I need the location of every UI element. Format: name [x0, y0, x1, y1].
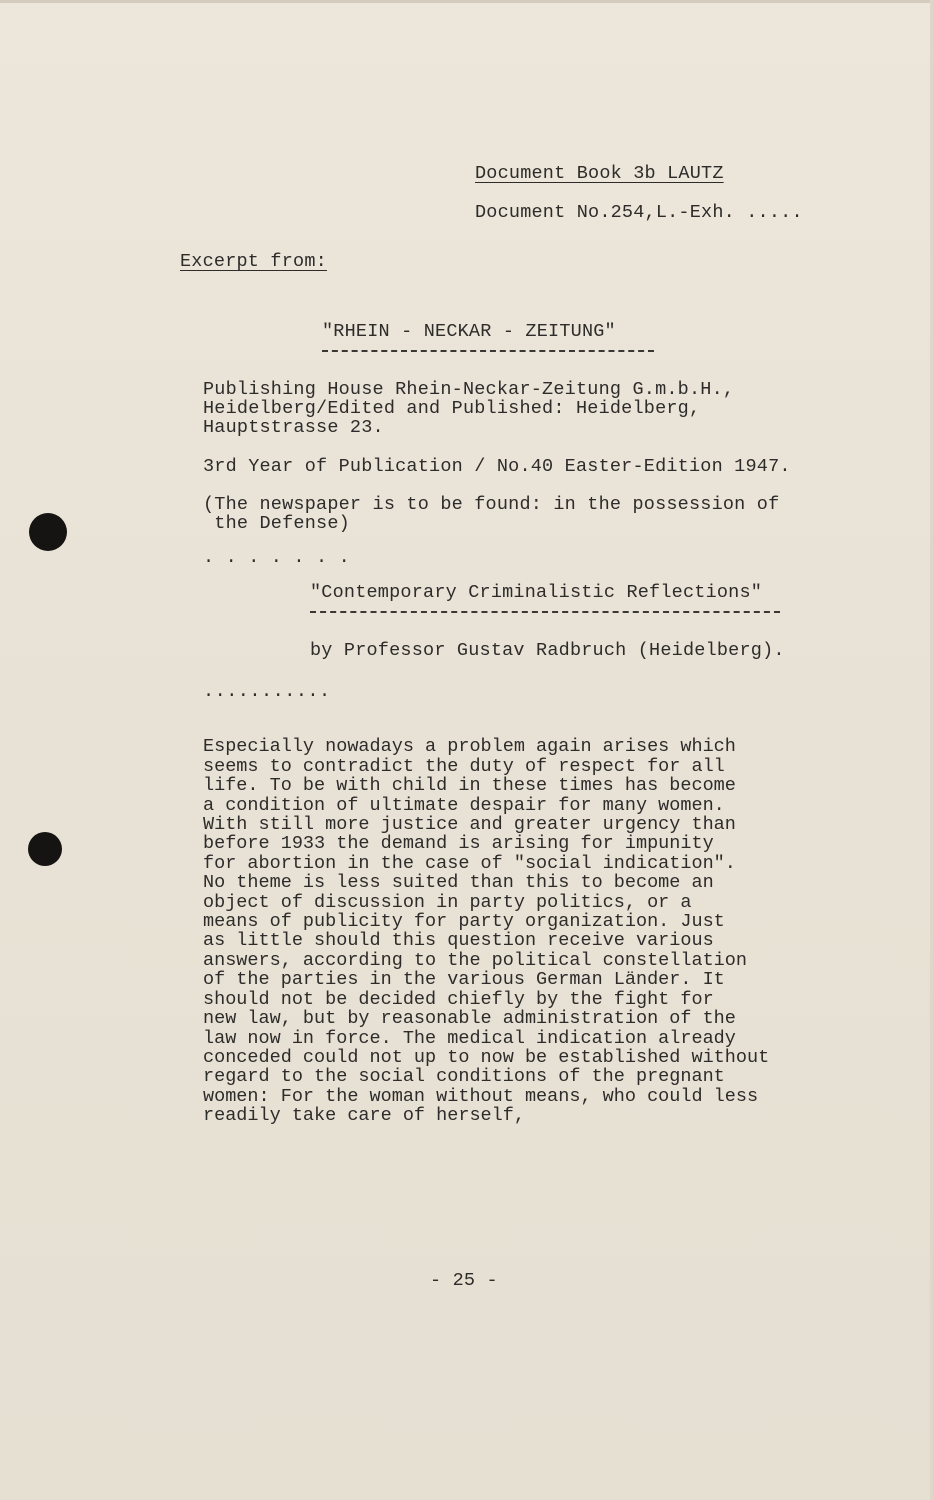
article-author: by Professor Gustav Radbruch (Heidelberg). [310, 640, 785, 661]
possession-line-2: the Defense) [203, 513, 350, 534]
article-title: "Contemporary Criminalistic Reflections" [310, 582, 763, 603]
article-body [203, 718, 769, 1164]
newspaper-title-rule [322, 350, 654, 352]
edition-line: 3rd Year of Publication / No.40 Easter-Edition 1947. [203, 456, 791, 477]
possession-line-1: (The newspaper is to be found: in the possession of [203, 494, 780, 515]
body-line: law now in force. The medical indication already [203, 1027, 736, 1049]
publisher-line-3: Hauptstrasse 23. [203, 417, 384, 438]
body-line: seems to contradict the duty of respect for all [203, 755, 725, 777]
separator-dots-1: . . . . . . . [203, 547, 350, 568]
paper-top-edge [0, 0, 933, 3]
excerpt-label: Excerpt from: [180, 251, 327, 272]
publisher-line-1: Publishing House Rhein-Neckar-Zeitung G.m.b.H., [203, 379, 735, 400]
punch-hole-top [29, 513, 67, 551]
article-title-rule [310, 611, 780, 613]
body-line: With still more justice and greater urgency than [203, 814, 736, 836]
body-line: readily take care of herself, [203, 1105, 525, 1127]
body-line: women: For the woman without means, who could less [203, 1085, 759, 1107]
page-number: - 25 - [430, 1270, 498, 1291]
body-line: new law, but by reasonable administration of the [203, 1008, 736, 1030]
body-line: regard to the social conditions of the pregnant [203, 1066, 725, 1088]
body-line: should not be decided chiefly by the fight for [203, 988, 714, 1010]
document-number: Document No.254,L.-Exh. ..... [475, 202, 803, 223]
body-line: Especially nowadays a problem again arises which [203, 736, 736, 758]
body-line: means of publicity for party organization. Just [203, 911, 725, 933]
body-line: object of discussion in party politics, or a [203, 891, 692, 913]
publisher-line-2: Heidelberg/Edited and Published: Heidelberg, [203, 398, 701, 419]
separator-dots-2: ........... [203, 681, 331, 702]
body-line: life. To be with child in these times has become [203, 775, 736, 797]
body-line: conceded could not up to now be established without [203, 1046, 770, 1068]
document-book-ref: Document Book 3b LAUTZ [475, 163, 724, 184]
body-line: before 1933 the demand is arising for impunity [203, 833, 714, 855]
newspaper-title: "RHEIN - NECKAR - ZEITUNG" [322, 321, 616, 342]
body-line: a condition of ultimate despair for many women. [203, 794, 725, 816]
punch-hole-bottom [28, 832, 62, 866]
body-line: answers, according to the political constellation [203, 949, 747, 971]
body-line: as little should this question receive various [203, 930, 714, 952]
body-line: for abortion in the case of "social indication". [203, 852, 736, 874]
body-line: No theme is less suited than this to become an [203, 872, 714, 894]
body-line: of the parties in the various German Länder. It [203, 969, 725, 991]
